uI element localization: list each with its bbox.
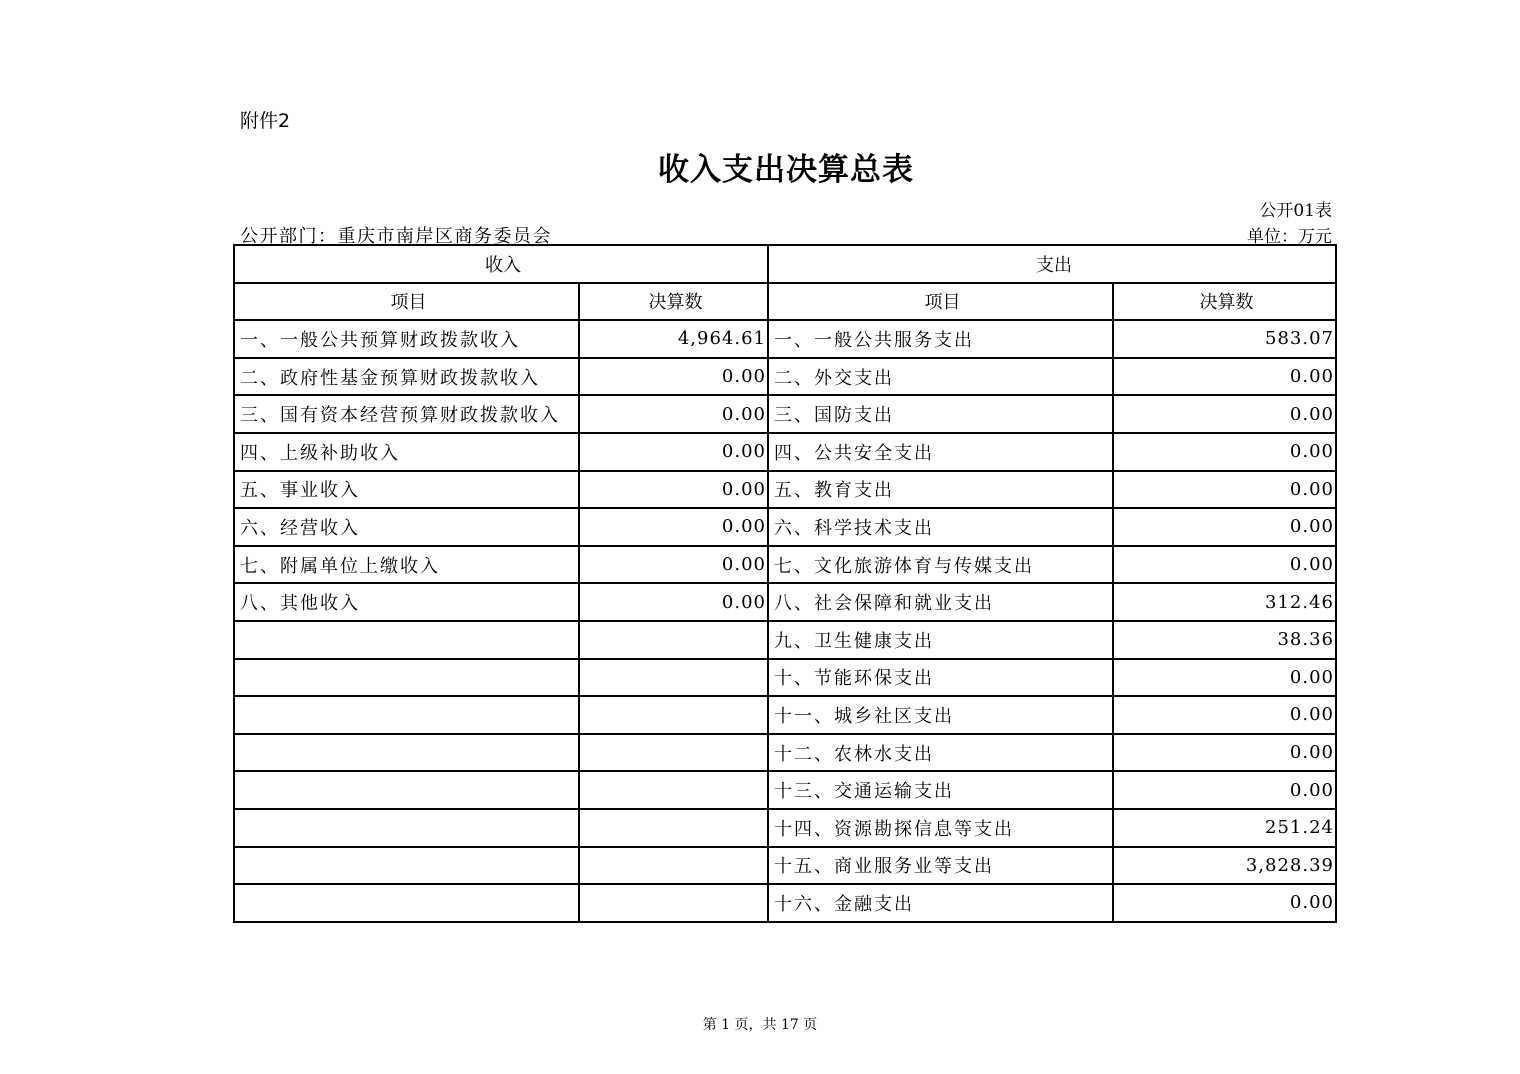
expense-section-header: 支出	[768, 245, 1336, 283]
page-footer: 第 1 页，共 17 页	[702, 1017, 818, 1033]
expense-item-cell: 一、一般公共服务支出	[768, 320, 1113, 358]
income-item-cell	[234, 696, 579, 734]
income-amount-cell: 0.00	[579, 508, 768, 546]
budget-table	[233, 244, 1337, 923]
expense-item-cell: 十一、城乡社区支出	[768, 696, 1113, 734]
income-amount-cell	[579, 847, 768, 885]
income-item-cell: 三、国有资本经营预算财政拨款收入	[234, 395, 579, 433]
unit-label: 单位：万元	[1247, 227, 1332, 247]
table-row	[234, 546, 1336, 584]
expense-item-cell: 十六、金融支出	[768, 884, 1113, 922]
table-row	[234, 583, 1336, 621]
expense-amount-cell: 0.00	[1113, 734, 1336, 772]
income-amount-cell	[579, 771, 768, 809]
income-amount-cell	[579, 809, 768, 847]
expense-amount-cell: 0.00	[1113, 696, 1336, 734]
income-item-cell	[234, 621, 579, 659]
expense-amount-cell: 0.00	[1113, 884, 1336, 922]
expense-item-cell: 十三、交通运输支出	[768, 771, 1113, 809]
table-row	[234, 358, 1336, 396]
income-item-cell: 四、上级补助收入	[234, 433, 579, 471]
expense-item-cell: 十二、农林水支出	[768, 734, 1113, 772]
expense-item-cell: 七、文化旅游体育与传媒支出	[768, 546, 1113, 584]
expense-amount-cell: 0.00	[1113, 471, 1336, 509]
table-row	[234, 320, 1336, 358]
expense-amount-cell: 0.00	[1113, 358, 1336, 396]
income-item-cell	[234, 771, 579, 809]
page-title: 收入支出决算总表	[658, 152, 914, 188]
income-amount-cell	[579, 696, 768, 734]
income-item-cell: 一、一般公共预算财政拨款收入	[234, 320, 579, 358]
income-item-cell	[234, 884, 579, 922]
income-item-cell: 七、附属单位上缴收入	[234, 546, 579, 584]
expense-amount-cell: 0.00	[1113, 395, 1336, 433]
income-item-cell: 八、其他收入	[234, 583, 579, 621]
table-row	[234, 395, 1336, 433]
form-number: 公开01表	[1259, 201, 1332, 221]
income-amount-cell: 0.00	[579, 546, 768, 584]
table-row	[234, 847, 1336, 885]
income-item-cell	[234, 734, 579, 772]
income-amount-cell	[579, 884, 768, 922]
expense-amount-cell: 0.00	[1113, 659, 1336, 697]
income-amount-cell: 0.00	[579, 395, 768, 433]
table-row	[234, 471, 1336, 509]
expense-amount-cell: 3,828.39	[1113, 847, 1336, 885]
income-item-cell: 五、事业收入	[234, 471, 579, 509]
table-row	[234, 809, 1336, 847]
income-section-header: 收入	[234, 245, 768, 283]
income-amount-cell: 0.00	[579, 583, 768, 621]
expense-amount-cell: 0.00	[1113, 508, 1336, 546]
table-row	[234, 771, 1336, 809]
table-row	[234, 433, 1336, 471]
department-label: 公开部门：重庆市南岸区商务委员会	[240, 226, 552, 247]
expense-item-cell: 九、卫生健康支出	[768, 621, 1113, 659]
income-amount-cell	[579, 621, 768, 659]
expense-amount-cell: 583.07	[1113, 320, 1336, 358]
expense-amount-cell: 312.46	[1113, 583, 1336, 621]
expense-item-cell: 三、国防支出	[768, 395, 1113, 433]
expense-item-column-header: 项目	[768, 283, 1113, 321]
table-row	[234, 659, 1336, 697]
expense-amount-column-header: 决算数	[1113, 283, 1336, 321]
expense-item-cell: 十五、商业服务业等支出	[768, 847, 1113, 885]
expense-item-cell: 五、教育支出	[768, 471, 1113, 509]
income-amount-cell: 0.00	[579, 471, 768, 509]
table-row	[234, 734, 1336, 772]
income-amount-cell	[579, 734, 768, 772]
income-item-cell	[234, 847, 579, 885]
expense-amount-cell: 251.24	[1113, 809, 1336, 847]
table-row	[234, 696, 1336, 734]
table-body	[234, 320, 1336, 922]
income-item-cell	[234, 809, 579, 847]
expense-item-cell: 八、社会保障和就业支出	[768, 583, 1113, 621]
expense-amount-cell: 0.00	[1113, 433, 1336, 471]
expense-amount-cell: 0.00	[1113, 546, 1336, 584]
income-amount-cell: 0.00	[579, 358, 768, 396]
attachment-label: 附件2	[240, 110, 291, 132]
expense-item-cell: 二、外交支出	[768, 358, 1113, 396]
expense-item-cell: 六、科学技术支出	[768, 508, 1113, 546]
table-row	[234, 508, 1336, 546]
income-item-cell	[234, 659, 579, 697]
income-item-cell: 二、政府性基金预算财政拨款收入	[234, 358, 579, 396]
expense-item-cell: 十、节能环保支出	[768, 659, 1113, 697]
income-amount-cell: 4,964.61	[579, 320, 768, 358]
income-item-column-header: 项目	[234, 283, 579, 321]
table-row	[234, 621, 1336, 659]
income-item-cell: 六、经营收入	[234, 508, 579, 546]
expense-amount-cell: 0.00	[1113, 771, 1336, 809]
expense-item-cell: 十四、资源勘探信息等支出	[768, 809, 1113, 847]
table-row	[234, 884, 1336, 922]
income-amount-cell	[579, 659, 768, 697]
income-amount-column-header: 决算数	[579, 283, 768, 321]
expense-amount-cell: 38.36	[1113, 621, 1336, 659]
expense-item-cell: 四、公共安全支出	[768, 433, 1113, 471]
income-amount-cell: 0.00	[579, 433, 768, 471]
